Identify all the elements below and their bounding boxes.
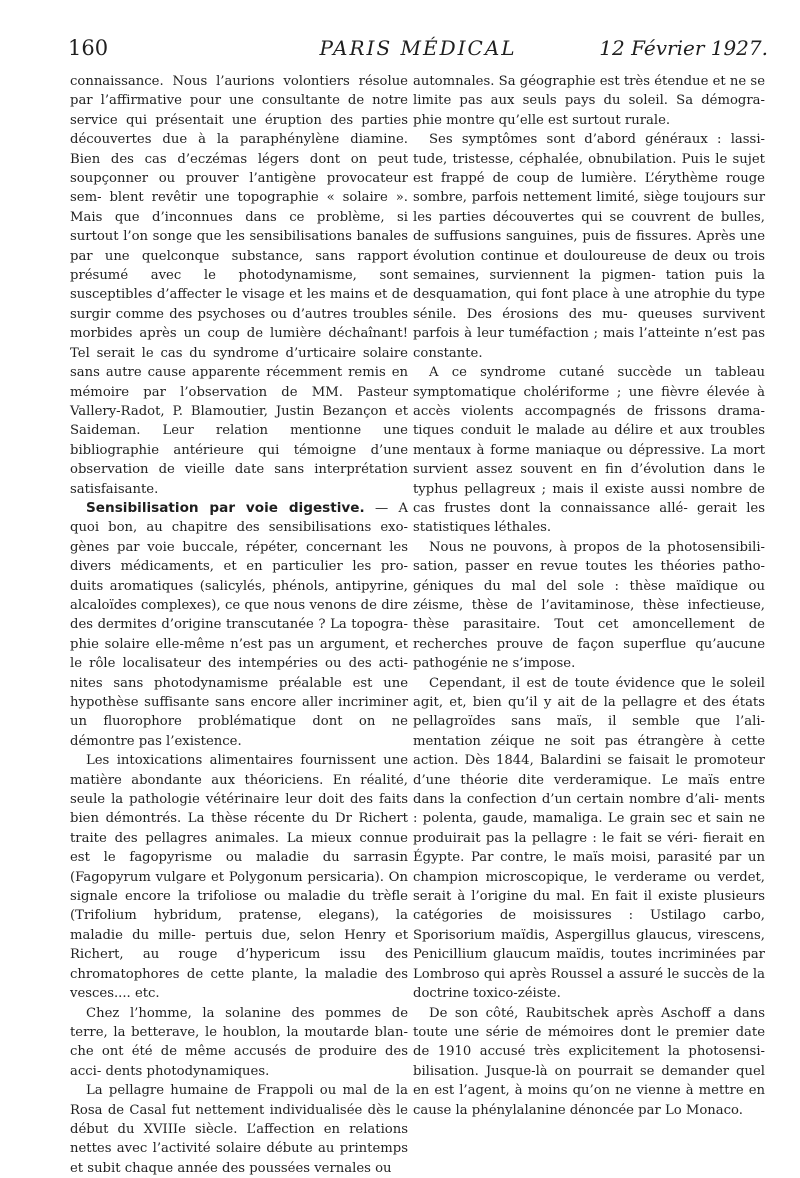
paragraph-text: — A quoi bon, au chapitre des sensibilisations exo- gènes par voie buccale, répéter, concernant les divers médicaments, et en particulier les pro- duits aromatiques (salicylés, phénols, antipyrine, alcaloïdes complexes), ce que nous venons de dire des dermites d’origine transcutanée ? La topogra- phie solaire elle-même n’est pas un argument, et le rôle localisateur des intempéries ou des acti- nites sans photodynamisme préalable est une hypothèse suffisante sans encore aller incriminer un fluorophore problématique dont on ne démontre pas l’existence.: [70, 500, 408, 749]
left-column: [70, 72, 408, 1178]
section-heading: Sensibilisation par voie digestive.: [86, 499, 365, 516]
paragraph: De son côté, Raubitschek après Aschoff a dans toute une série de mémoires dont le premier date de 1910 accusé très explicitement la photosensi- bilisation. Jusque-là on pourrait se demander quel en est l’agent, à moins qu’on ne vienne à mettre en cause la phénylalanine dénoncée par Lo Monaco.: [413, 1005, 765, 1118]
right-column: [413, 72, 765, 1120]
issue-date: 12 Février 1927.: [599, 36, 768, 60]
paragraph: Cependant, il est de toute évidence que le soleil agit, et, bien qu’il y ait de la pellagre et des états pellagroïdes sans maïs, il semble que l’ali- mentation zéique ne soit pas étrangère à cette action. Dès 1844, Balardini se faisait le promoteur d’une théorie dite verderamique. Le maïs entre dans la confection d’un certain nombre d’ali- ments : polenta, gaude, mamaliga. Le grain sec et sain ne produirait pas la pellagre : le fait se véri- fierait en Égypte. Par contre, le maïs moisi, parasité par un champion microscopique, le verderame ou verdet, serait à l’origine du mal. En fait il existe plusieurs catégories de moisissures : Ustilago carbo, Sporisorium maïdis, Aspergillus glaucus, virescens, Penicillium glaucum maïdis, toutes incriminées par Lombroso qui après Roussel a assuré le succès de la doctrine toxico-zéiste.: [413, 675, 765, 1002]
paragraph: Chez l’homme, la solanine des pommes de terre, la betterave, le houblon, la moutarde blan- che ont été de même accusés de produire des acci- dents photodynamiques.: [70, 1005, 408, 1079]
paragraph: automnales. Sa géographie est très étendue et ne se limite pas aux seuls pays du soleil. Sa démogra- phie montre qu’elle est surtout rurale.: [413, 74, 765, 128]
page-number: 160: [68, 36, 109, 60]
paragraph: Ses symptômes sont d’abord généraux : lassi- tude, tristesse, céphalée, obnubilation. Puis le sujet est frappé de coup de lumière. L’érythème rouge sombre, parfois nettement limité, siège toujours sur les parties découvertes qui se couvrent de bulles, de suffusions sanguines, puis de fissures. Après une évolution continue et douloureuse de deux ou trois semaines, surviennent la pigmen- tation puis la desquamation, qui font place à une atrophie du type sénile. Des érosions des mu- queuses survivent parfois à leur tuméfaction ; mais l’atteinte n’est pas constante.: [413, 132, 765, 361]
section-paragraph: [70, 499, 408, 751]
paragraph: A ce syndrome cutané succède un tableau symptomatique cholériforme ; une fièvre élevée à accès violents accompagnés de frissons drama- tiques conduit le malade au délire et aux troubles mentaux à forme maniaque ou dépressive. La mort survient assez souvent en fin d’évolution dans le typhus pellagreux ; mais il existe aussi nombre de cas frustes dont la connaissance allé- gerait les statistiques léthales.: [413, 365, 765, 536]
paragraph: Les intoxications alimentaires fournissent une matière abondante aux théoriciens. En réalité, seule la pathologie vétérinaire leur doit des faits bien démontrés. La thèse récente du Dr Richert traite des pellagres animales. La mieux connue est le fagopyrisme ou maladie du sarrasin (Fagopyrum vulgare et Polygonum persicaria). On signale encore la trifoliose ou maladie du trèfle (Trifolium hybridum, pratense, elegans), la maladie du mille- pertuis due, selon Henry et Richert, au rouge d’hypericum issu des chromatophores de cette plante, la maladie des vesces.... etc.: [70, 753, 408, 1002]
running-header: [68, 36, 768, 66]
paragraph: connaissance. Nous l’aurions volontiers résolue par l’affirmative pour une consultante de notre service qui présentait une éruption des parties découvertes due à la paraphénylène diamine. Bien des cas d’eczémas légers dont on peut soupçonner ou prouver l’antigène provocateur sem- blent revêtir une topographie « solaire ». Mais que d’inconnues dans ce problème, si surtout l’on songe que les sensibilisations banales par une quelconque substance, sans rapport présumé avec le photodynamisme, sont susceptibles d’affecter le visage et les mains et de surgir comme des psychoses ou d’autres troubles morbides après un coup de lumière déchaînant! Tel serait le cas du syndrome d’urticaire solaire sans autre cause apparente récemment remis en mémoire par l’observation de MM. Pasteur Vallery-Radot, P. Blamoutier, Justin Bezançon et Saideman. Leur relation mentionne une bibliographie antérieure qui témoigne d’une observation de vieille date sans interprétation satisfaisante.: [70, 74, 408, 497]
paragraph: Nous ne pouvons, à propos de la photosensibili- sation, passer en revue toutes les théories patho- géniques du mal del sole : thèse maïdique ou zéisme, thèse de l’avitaminose, thèse infectieuse, thèse parasitaire. Tout cet amoncellement de recherches prouve de façon superflue qu’aucune pathogénie ne s’impose.: [413, 539, 765, 672]
paragraph: La pellagre humaine de Frappoli ou mal de la Rosa de Casal fut nettement individualisée dès le début du XVIIIe siècle. L’affection en relations nettes avec l’activité solaire débute au printemps et subit chaque année des poussées vernales ou: [70, 1083, 408, 1176]
journal-title: PARIS MÉDICAL: [319, 36, 517, 60]
